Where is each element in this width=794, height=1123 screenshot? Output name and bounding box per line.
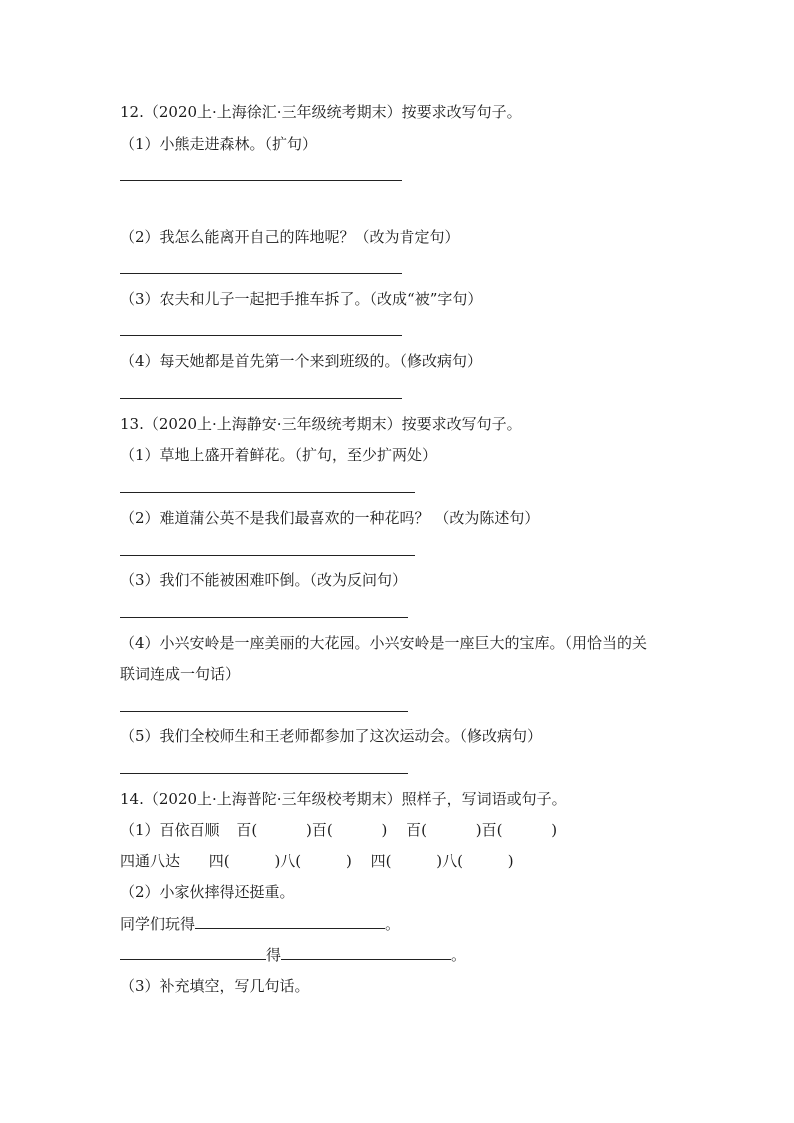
q13-header: 13.（2020上·上海静安·三年级统考期末）按要求改写句子。	[120, 415, 522, 433]
q14-row1-part-4: 百(	[406, 821, 427, 839]
q14-row1-part-5: )百(	[475, 821, 503, 839]
q13-item-4-cont: 联词连成一句话）	[120, 665, 241, 683]
q12-header: 12.（2020上·上海徐汇·三年级统考期末）按要求改写句子。	[120, 103, 522, 121]
q14-row2-part-4: 四(	[370, 852, 392, 870]
q13-answer-line-3[interactable]	[120, 617, 408, 618]
q14-sentence1-prefix: 同学们玩得	[120, 915, 196, 933]
q13-answer-line-4[interactable]	[120, 711, 408, 712]
q12-item-3: （3）农夫和儿子一起把手推车拆了。（改成“被”字句）	[120, 290, 483, 308]
q14-row2-part-2: )八(	[274, 852, 302, 870]
q14-row2-part-3: )	[345, 852, 352, 870]
q14-item-2: （2）小家伙摔得还挺重。	[120, 883, 295, 901]
q14-sentence2-blank-1[interactable]	[120, 945, 266, 960]
q13-item-1: （1）草地上盛开着鲜花。（扩句，至少扩两处）	[120, 446, 438, 464]
q13-item-3: （3）我们不能被困难吓倒。（改为反问句）	[120, 571, 408, 589]
q14-row1-example: （1）百依百顺	[120, 821, 220, 839]
q13-answer-line-1[interactable]	[120, 492, 415, 493]
q14-row1-part-2: )百(	[305, 821, 333, 839]
q14-row-2	[120, 851, 514, 871]
q12-answer-line-3[interactable]	[120, 335, 402, 336]
q12-answer-line-4[interactable]	[120, 398, 402, 399]
q12-answer-line-2[interactable]	[120, 273, 402, 274]
q14-row-1	[120, 820, 557, 840]
q14-row2-example: 四通八达	[120, 852, 181, 870]
q14-row1-part-3: )	[381, 821, 388, 839]
q14-sentence2-blank-2[interactable]	[281, 945, 451, 960]
q14-row2-part-5: )八(	[436, 852, 463, 870]
q14-sentence1-suffix: 。	[385, 915, 401, 933]
q13-item-5: （5）我们全校师生和王老师都参加了这次运动会。（修改病句）	[120, 727, 543, 745]
q14-sentence1-blank[interactable]	[195, 914, 385, 929]
q12-item-2: （2）我怎么能离开自己的阵地呢？（改为肯定句）	[120, 228, 460, 246]
q12-answer-line-1[interactable]	[120, 180, 402, 181]
q13-answer-line-2[interactable]	[120, 555, 415, 556]
q14-sentence2-mid: 得	[266, 946, 282, 964]
q14-row2-part-6: )	[507, 852, 514, 870]
q14-row2-part-1: 四(	[208, 852, 230, 870]
q13-item-4: （4）小兴安岭是一座美丽的大花园。小兴安岭是一座巨大的宝库。（用恰当的关	[120, 634, 648, 652]
q12-item-4: （4）每天她都是首先第一个来到班级的。（修改病句）	[120, 352, 483, 370]
q14-row1-part-6: )	[551, 821, 558, 839]
q13-item-2: （2）难道蒲公英不是我们最喜欢的一种花吗？ （改为陈述句）	[120, 509, 540, 527]
q14-row1-part-1: 百(	[236, 821, 258, 839]
q13-answer-line-5[interactable]	[120, 773, 408, 774]
q14-sentence2-suffix: 。	[451, 946, 467, 964]
q14-header: 14.（2020上·上海普陀·三年级校考期末）照样子，写词语或句子。	[120, 790, 567, 808]
q14-sentence-1	[120, 914, 400, 934]
q14-sentence-2	[120, 945, 466, 965]
q14-item-3: （3）补充填空，写几句话。	[120, 977, 310, 995]
q12-item-1: （1）小熊走进森林。（扩句）	[120, 135, 318, 153]
